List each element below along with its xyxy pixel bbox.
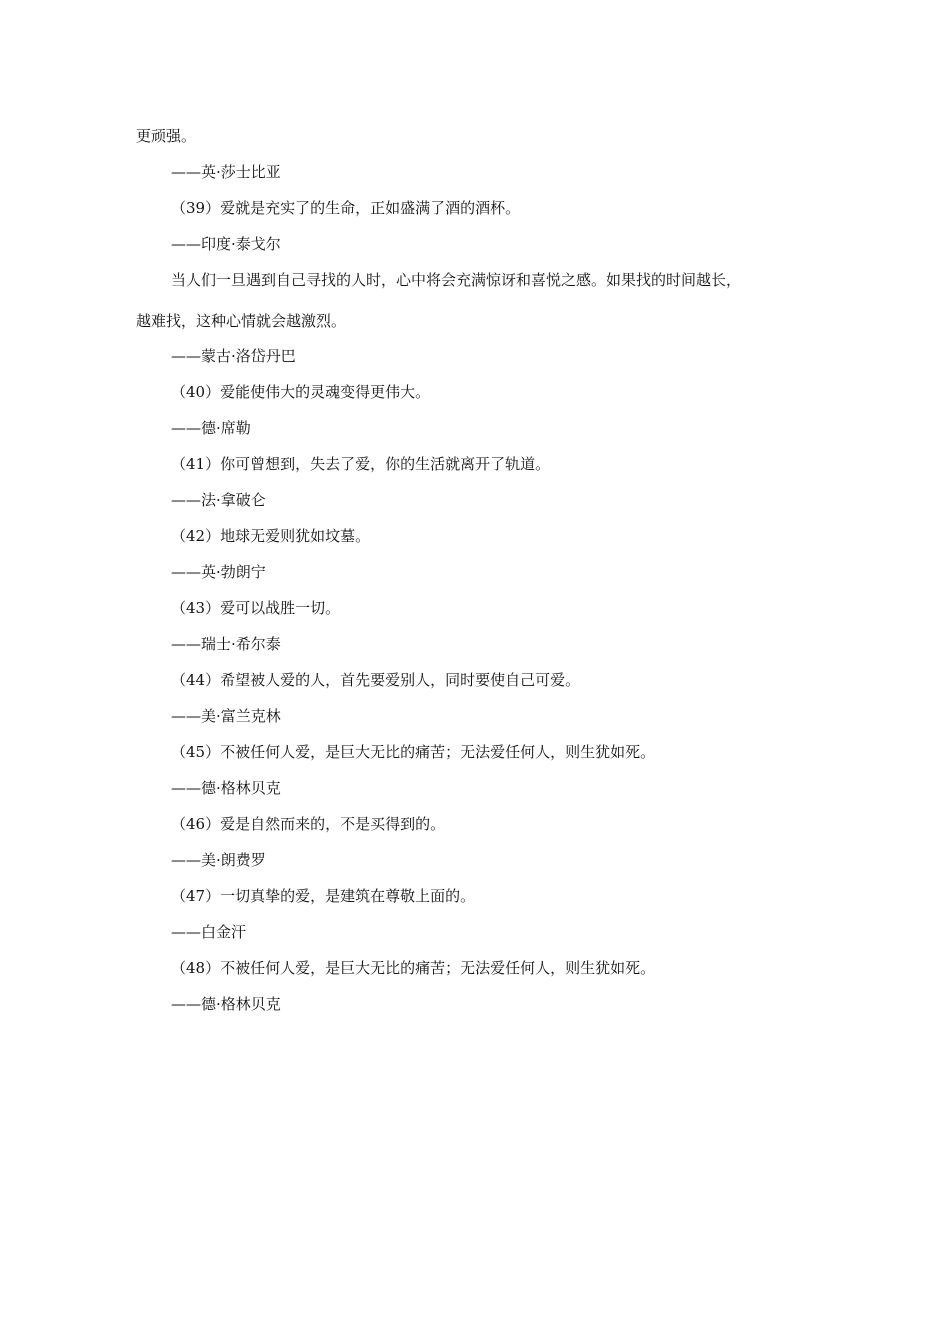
text-line: 更顽强。 [136,127,197,145]
attribution-line: ——蒙古·洛岱丹巴 [171,347,296,365]
attribution-line: ——德·格林贝克 [171,995,281,1013]
attribution-line: ——英·勃朗宁 [171,563,266,581]
quote-line: （42）地球无爱则犹如坟墓。 [171,527,371,545]
attribution-line: ——英·莎士比亚 [171,163,281,181]
attribution-line: ——美·朗费罗 [171,851,266,869]
quote-line: （47）一切真挚的爱，是建筑在尊敬上面的。 [171,887,476,905]
attribution-line: ——印度·泰戈尔 [171,235,281,253]
quote-line: （44）希望被人爱的人，首先要爱别人，同时要使自己可爱。 [171,671,581,689]
attribution-line: ——法·拿破仑 [171,491,266,509]
quote-line: （41）你可曾想到，失去了爱，你的生活就离开了轨道。 [171,455,551,473]
attribution-line: ——瑞士·希尔泰 [171,635,281,653]
attribution-line: ——美·富兰克林 [171,707,281,725]
quote-line: （39）爱就是充实了的生命，正如盛满了酒的酒杯。 [171,199,521,217]
quote-line: 越难找，这种心情就会越激烈。 [136,312,347,330]
quote-line: （45）不被任何人爱，是巨大无比的痛苦；无法爱任何人，则生犹如死。 [171,743,656,761]
attribution-line: ——德·格林贝克 [171,779,281,797]
quote-line: 当人们一旦遇到自己寻找的人时，心中将会充满惊讶和喜悦之感。如果找的时间越长， [171,271,742,289]
quote-line: （48）不被任何人爱，是巨大无比的痛苦；无法爱任何人，则生犹如死。 [171,959,656,977]
quote-line: （43）爱可以战胜一切。 [171,599,341,617]
attribution-line: ——德·席勒 [171,419,251,437]
attribution-line: ——白金汗 [171,923,247,941]
quote-line: （40）爱能使伟大的灵魂变得更伟大。 [171,383,431,401]
quote-line: （46）爱是自然而来的，不是买得到的。 [171,815,446,833]
